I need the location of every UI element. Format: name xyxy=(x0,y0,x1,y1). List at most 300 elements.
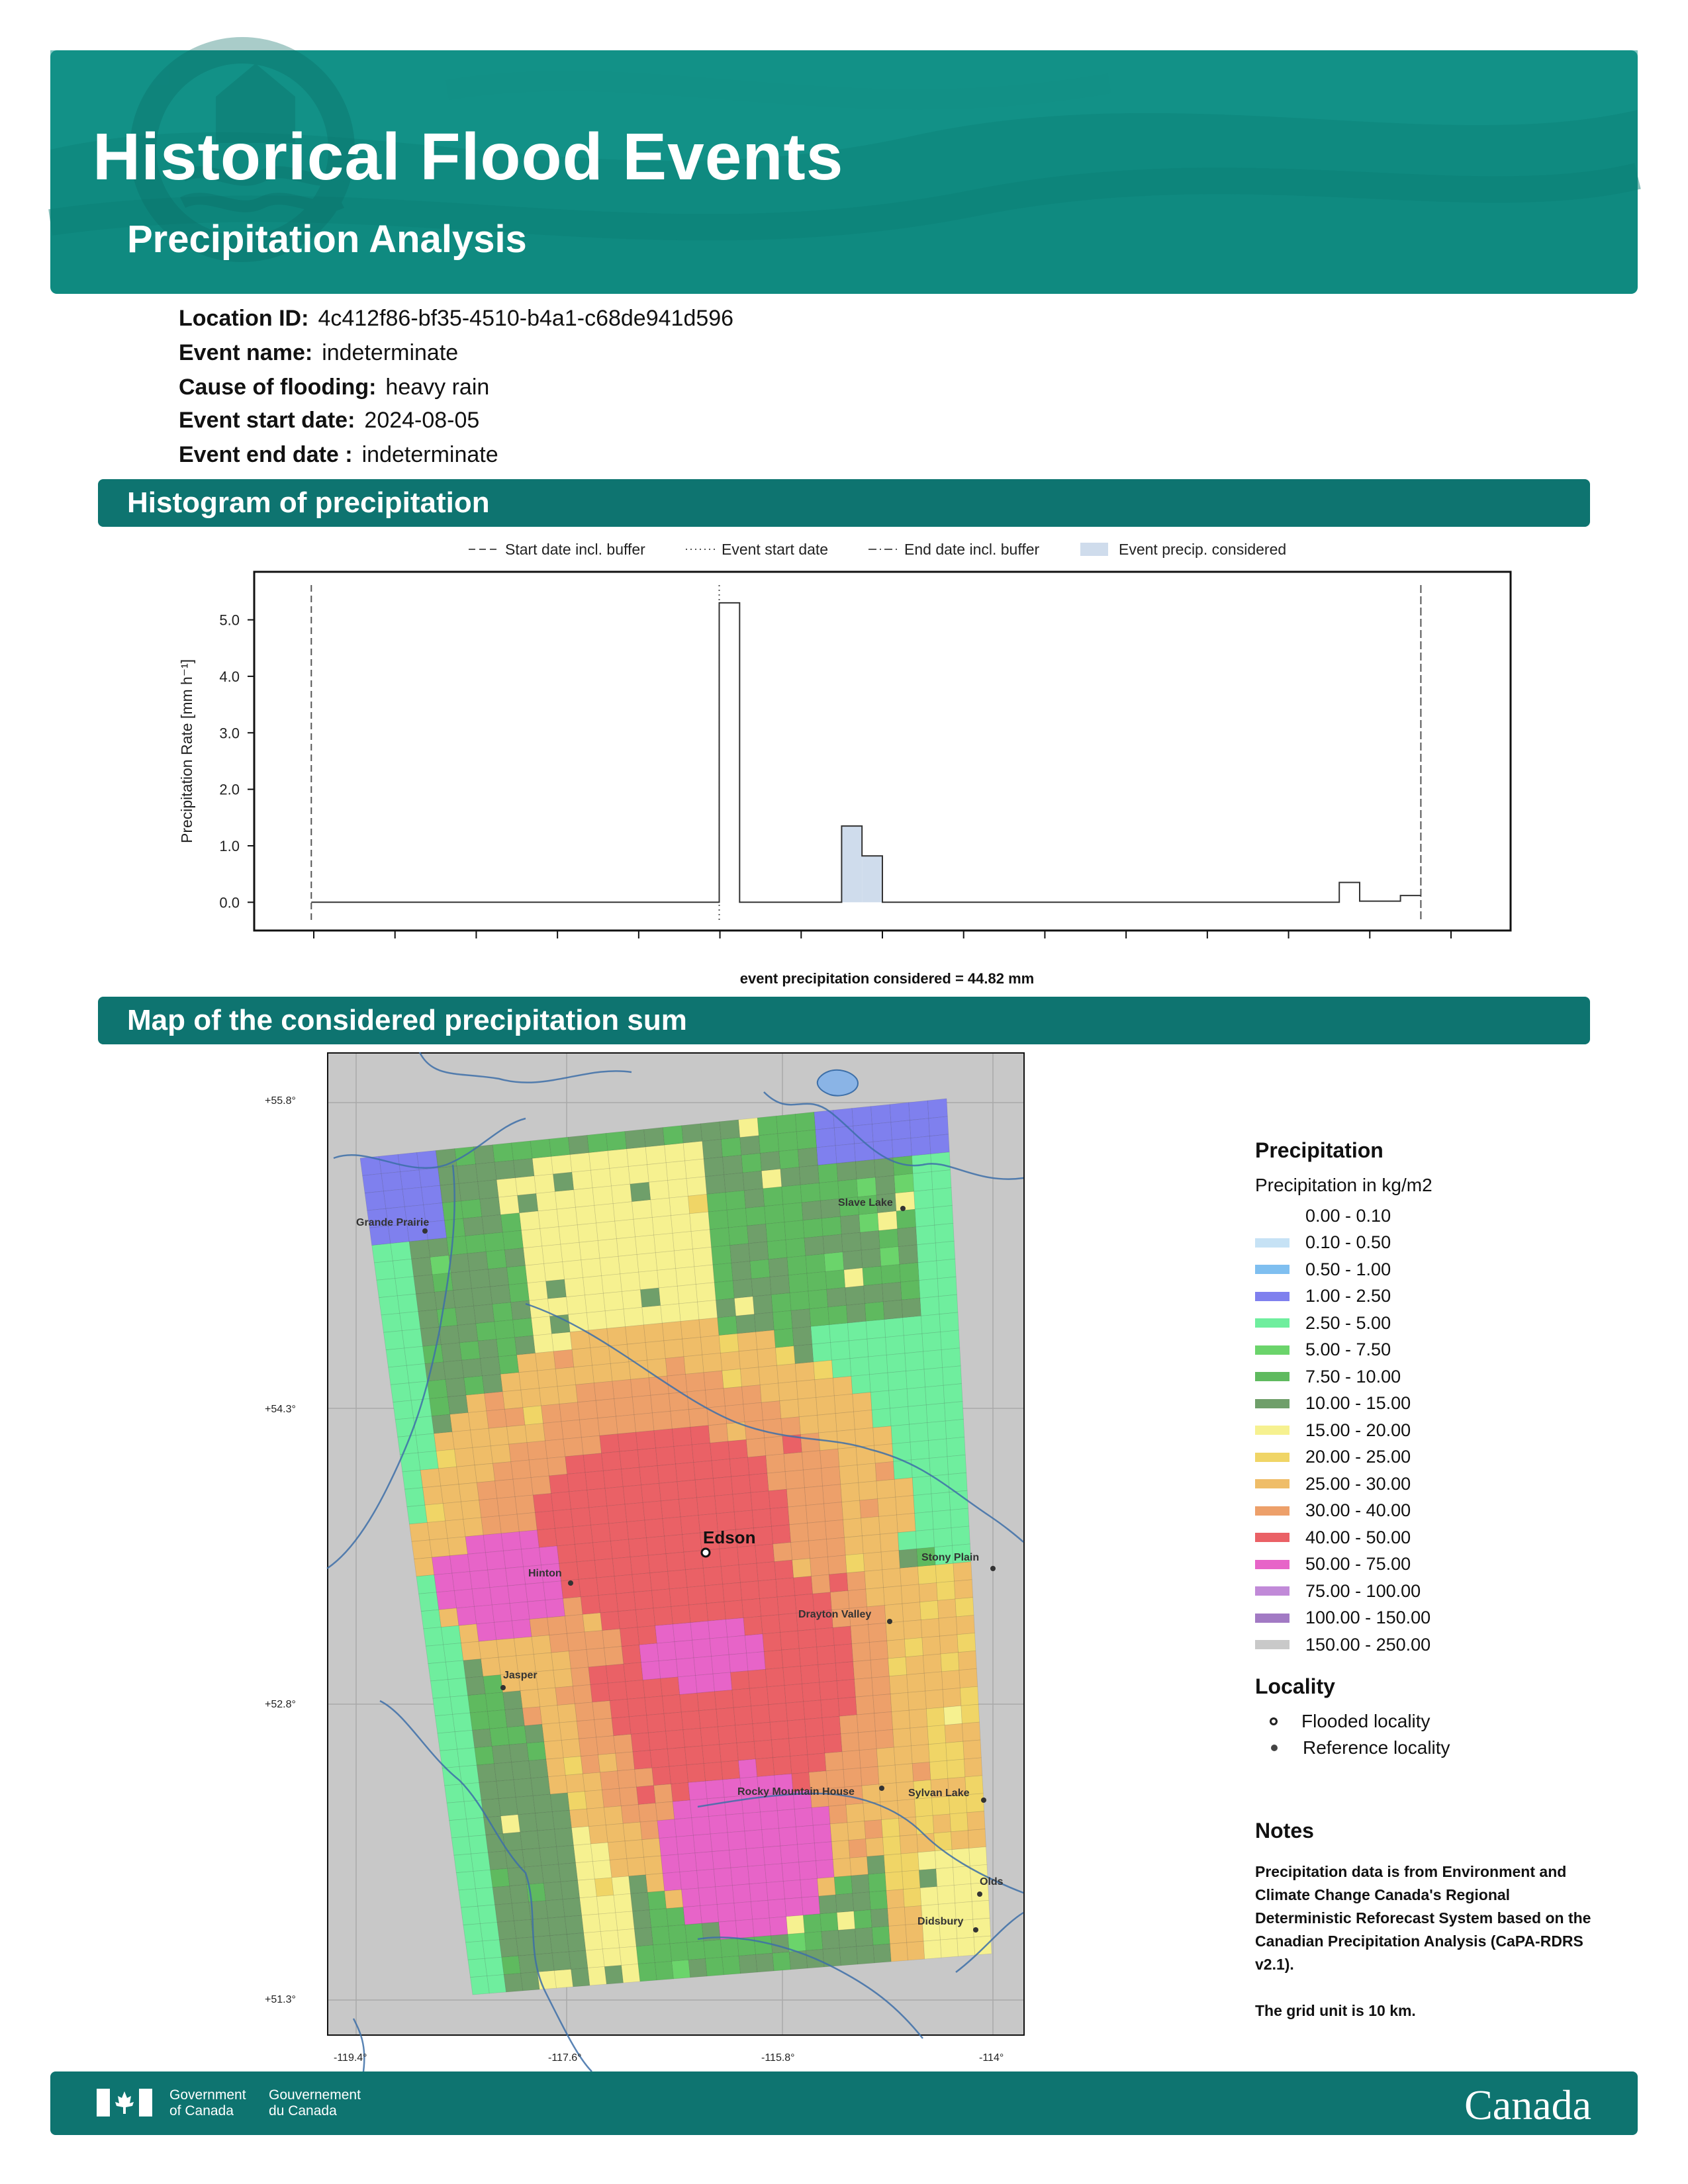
grid-cell xyxy=(716,1707,735,1727)
grid-cell xyxy=(477,1764,496,1783)
grid-cell xyxy=(736,1314,756,1334)
grid-cell xyxy=(869,1891,887,1910)
grid-cell xyxy=(598,1239,618,1258)
legend-considered-swatch xyxy=(1080,543,1108,556)
grid-cell xyxy=(509,1743,529,1762)
grid-cell xyxy=(860,1499,879,1518)
grid-cell xyxy=(902,1870,920,1889)
legend-class-label: 0.10 - 0.50 xyxy=(1305,1232,1391,1253)
grid-cell xyxy=(686,1764,706,1783)
grid-cell xyxy=(773,1756,792,1776)
grid-cell xyxy=(846,1803,865,1823)
grid-cell xyxy=(896,1209,916,1229)
grid-cell xyxy=(919,1869,937,1888)
legend-swatch xyxy=(1255,1372,1289,1381)
grid-cell xyxy=(488,1710,508,1729)
grid-cell xyxy=(580,1418,600,1437)
grid-cell xyxy=(471,1976,490,1995)
grid-cell xyxy=(920,1297,939,1316)
grid-cell xyxy=(688,1194,708,1214)
grid-cell xyxy=(771,1293,791,1312)
map-lon-labels xyxy=(334,2052,1004,2064)
grid-cell xyxy=(907,1387,926,1406)
grid-cell xyxy=(861,1516,880,1535)
chart-caption: event precipitation considered = 44.82 mm xyxy=(739,970,1035,987)
grid-cell xyxy=(459,1889,478,1907)
grid-cell xyxy=(680,1320,700,1339)
grid-cell xyxy=(778,1381,798,1400)
grid-cell xyxy=(821,1699,839,1718)
grid-cell xyxy=(586,1311,607,1330)
grid-cell xyxy=(777,1809,796,1829)
grid-cell xyxy=(596,1221,617,1240)
grid-cell xyxy=(492,1143,514,1162)
grid-cell xyxy=(794,1807,813,1827)
grid-cell xyxy=(559,1402,579,1422)
grid-cell xyxy=(631,1733,650,1752)
grid-cell xyxy=(667,1907,685,1927)
grid-cell xyxy=(733,1279,753,1298)
grid-cell xyxy=(767,1240,787,1259)
grid-cell xyxy=(888,1371,907,1391)
grid-cell xyxy=(867,1855,886,1874)
grid-cell xyxy=(542,1723,561,1742)
grid-cell xyxy=(691,1230,712,1249)
grid-cell xyxy=(743,1402,763,1422)
grid-cell xyxy=(833,1626,852,1645)
lake-icon xyxy=(818,1070,858,1096)
grid-cell xyxy=(612,1876,631,1895)
grid-cell xyxy=(436,1449,457,1469)
grid-cell xyxy=(441,1343,461,1362)
grid-cell xyxy=(502,1390,523,1409)
grid-cell xyxy=(372,1244,393,1263)
grid-cell xyxy=(693,1834,712,1853)
grid-cell xyxy=(514,1158,535,1177)
grid-cell xyxy=(622,1964,640,1983)
grid-cell xyxy=(747,1224,767,1244)
grid-cell xyxy=(953,1562,972,1581)
grid-cell xyxy=(725,1404,745,1424)
grid-cell xyxy=(816,1627,835,1647)
grid-cell xyxy=(670,1942,688,1962)
lat-label: +52.8° xyxy=(265,1699,296,1710)
grid-cell xyxy=(799,1647,818,1666)
grid-cell xyxy=(590,1683,610,1702)
info-end-date xyxy=(179,442,498,468)
grid-cell xyxy=(470,1570,490,1589)
grid-cell xyxy=(673,1623,692,1642)
grid-cell xyxy=(778,1613,798,1632)
grid-cell xyxy=(618,1929,636,1948)
flooded-marker-icon xyxy=(1270,1717,1278,1725)
grid-cell xyxy=(927,1099,947,1118)
grid-cell xyxy=(800,1183,820,1203)
grid-cell xyxy=(659,1286,679,1305)
grid-cell xyxy=(937,1599,956,1618)
grid-cell xyxy=(766,1222,786,1242)
grid-cell xyxy=(671,1605,690,1624)
place-label: Didsbury xyxy=(917,1916,964,1927)
grid-cell xyxy=(423,1486,444,1505)
grid-cell xyxy=(419,1168,440,1187)
grid-cell xyxy=(671,1214,692,1234)
grid-cell xyxy=(816,1860,835,1879)
grid-cell xyxy=(684,1551,703,1570)
grid-cell xyxy=(713,1263,733,1282)
grid-cell xyxy=(447,1236,467,1255)
grid-cell xyxy=(397,1294,418,1313)
grid-cell xyxy=(485,1392,505,1411)
grid-cell xyxy=(501,1815,520,1834)
grid-cell xyxy=(465,1234,486,1253)
grid-cell xyxy=(743,1171,763,1191)
grid-cell xyxy=(638,1803,657,1822)
legend-subtitle: Precipitation in kg/m2 xyxy=(1255,1175,1432,1195)
legend-class-row xyxy=(1255,1283,1599,1310)
grid-cell xyxy=(491,1285,511,1304)
grid-cell xyxy=(870,1909,888,1928)
grid-cell xyxy=(522,1848,541,1868)
grid-cell xyxy=(577,1561,596,1580)
grid-cell xyxy=(511,1460,531,1479)
grid-cell xyxy=(666,1730,685,1749)
grid-cell xyxy=(480,1197,500,1216)
grid-cell xyxy=(506,1567,526,1586)
grid-cell xyxy=(502,1956,521,1974)
y-tick-label: 4.0 xyxy=(219,668,240,685)
grid-cell xyxy=(894,1746,912,1765)
grid-cell xyxy=(607,1504,627,1524)
grid-cell xyxy=(695,1852,714,1871)
grid-cell xyxy=(424,1627,444,1647)
grid-cell xyxy=(697,1869,716,1888)
legend-class-label: 40.00 - 50.00 xyxy=(1305,1527,1411,1547)
grid-cell xyxy=(765,1205,784,1224)
grid-cell xyxy=(951,1508,969,1527)
grid-cell xyxy=(729,1457,749,1477)
grid-cell xyxy=(794,1576,813,1596)
grid-cell xyxy=(457,1324,478,1343)
grid-cell xyxy=(471,1852,491,1872)
grid-cell xyxy=(881,1265,901,1285)
grid-cell xyxy=(904,1638,923,1657)
grid-cell xyxy=(575,1543,595,1562)
grid-cell xyxy=(544,1262,565,1281)
grid-cell xyxy=(426,1645,445,1664)
grid-cell xyxy=(622,1467,641,1486)
grid-cell xyxy=(852,1643,870,1662)
grid-cell xyxy=(445,1661,465,1680)
grid-cell xyxy=(555,1190,575,1209)
info-label: Event name: xyxy=(179,340,313,365)
grid-cell xyxy=(768,1899,786,1918)
grid-cell xyxy=(664,1339,684,1358)
grid-cell xyxy=(647,1359,667,1378)
grid-cell xyxy=(457,1606,477,1625)
grid-cell xyxy=(554,1970,573,1988)
grid-cell xyxy=(553,1668,573,1688)
grid-cell xyxy=(581,1755,600,1774)
grid-cell xyxy=(683,1728,702,1747)
grid-cell xyxy=(688,1958,707,1978)
grid-cell xyxy=(665,1535,684,1554)
grid-cell xyxy=(591,1524,611,1543)
grid-cell xyxy=(567,1632,587,1651)
grid-cell xyxy=(585,1631,604,1650)
grid-cell xyxy=(707,1193,727,1212)
grid-cell xyxy=(904,1620,922,1639)
grid-cell xyxy=(848,1321,868,1341)
grid-cell xyxy=(476,1322,496,1341)
grid-cell xyxy=(878,1211,898,1231)
grid-cell xyxy=(369,1226,391,1246)
grid-cell xyxy=(585,1790,604,1809)
legend-swatch xyxy=(1255,1506,1289,1516)
grid-cell xyxy=(620,1787,639,1806)
grid-cell xyxy=(796,1825,814,1844)
grid-cell xyxy=(546,1279,567,1298)
grid-cell xyxy=(613,1202,633,1221)
lon-label: -119.4° xyxy=(334,2052,367,2064)
grid-cell xyxy=(633,1218,654,1237)
precip-grid xyxy=(360,1099,992,1995)
grid-cell xyxy=(951,1831,969,1850)
grid-cell xyxy=(900,1263,919,1283)
grid-cell xyxy=(774,1560,794,1579)
grid-cell xyxy=(861,1248,881,1268)
grid-cell xyxy=(632,1573,652,1592)
grid-cell xyxy=(571,1508,591,1527)
grid-cell xyxy=(798,1398,818,1417)
grid-cell xyxy=(939,1617,957,1636)
grid-cell xyxy=(825,1270,845,1290)
grid-cell xyxy=(835,1662,854,1681)
grid-cell xyxy=(534,1653,553,1672)
grid-cell xyxy=(592,1186,613,1205)
grid-cell xyxy=(695,1479,715,1498)
grid-cell xyxy=(585,1293,606,1312)
grid-cell xyxy=(915,1797,933,1817)
grid-cell xyxy=(766,1454,785,1473)
grid-cell xyxy=(857,1945,874,1964)
grid-cell xyxy=(917,1565,936,1584)
grid-cell xyxy=(726,1813,745,1833)
grid-cell xyxy=(661,1854,680,1874)
section-map-title: Map of the considered precipitation sum xyxy=(98,997,1590,1044)
grid-cell xyxy=(533,1794,552,1813)
grid-cell xyxy=(479,1781,499,1800)
grid-cell xyxy=(834,1126,854,1146)
grid-cell xyxy=(858,1731,876,1751)
grid-cell xyxy=(861,1766,879,1786)
grid-cell xyxy=(761,1401,781,1420)
grid-cell xyxy=(751,1277,771,1297)
grid-cell xyxy=(612,1717,631,1736)
grid-cell xyxy=(850,1357,869,1377)
grid-cell xyxy=(594,1878,614,1897)
grid-cell xyxy=(727,1635,747,1655)
grid-cell xyxy=(586,1648,606,1667)
grid-cell xyxy=(383,1331,404,1350)
grid-cell xyxy=(606,1664,626,1683)
grid-cell xyxy=(659,1837,678,1856)
grid-cell xyxy=(702,1745,722,1764)
grid-cell xyxy=(491,1868,510,1888)
grid-cell xyxy=(820,1449,839,1468)
grid-cell xyxy=(721,1138,741,1158)
grid-cell xyxy=(825,1520,845,1539)
grid-cell xyxy=(633,1910,651,1929)
grid-cell xyxy=(957,1615,975,1635)
grid-cell xyxy=(896,1496,915,1515)
grid-cell xyxy=(780,1399,800,1418)
grid-cell xyxy=(651,1394,671,1413)
grid-cell xyxy=(671,1410,690,1429)
grid-cell xyxy=(692,1443,712,1462)
grid-cell xyxy=(536,1192,557,1211)
grid-cell xyxy=(935,1241,955,1261)
grid-cell xyxy=(763,1187,783,1206)
grid-cell xyxy=(947,1455,966,1475)
grid-cell xyxy=(800,1878,819,1897)
grid-cell xyxy=(468,1553,488,1572)
grid-cell xyxy=(479,1640,498,1659)
grid-cell xyxy=(697,1496,717,1515)
grid-cell xyxy=(799,1861,818,1880)
grid-cell xyxy=(527,1441,547,1460)
grid-cell xyxy=(951,1526,970,1545)
grid-cell xyxy=(667,1747,686,1766)
grid-cell xyxy=(612,1379,632,1398)
grid-cell xyxy=(494,1160,516,1179)
grid-cell xyxy=(875,1175,895,1195)
grid-cell xyxy=(825,1752,843,1771)
info-value: indeterminate xyxy=(322,340,459,365)
grid-cell xyxy=(586,1949,604,1968)
grid-cell xyxy=(820,1199,840,1218)
grid-cell xyxy=(732,1688,751,1707)
grid-cell xyxy=(532,1157,553,1176)
grid-cell xyxy=(945,1723,963,1743)
grid-cell xyxy=(456,1872,475,1891)
page-subtitle: Precipitation Analysis xyxy=(127,218,527,261)
grid-cell xyxy=(365,1191,386,1210)
grid-cell xyxy=(841,1482,860,1502)
grid-cell xyxy=(651,1198,671,1217)
legend-swatch xyxy=(1255,1640,1289,1649)
grid-cell xyxy=(769,1703,788,1722)
grid-cell xyxy=(489,1427,509,1446)
grid-cell xyxy=(760,1597,779,1616)
grid-cell xyxy=(713,1672,732,1692)
grid-cell xyxy=(851,1375,870,1394)
grid-cell xyxy=(730,1244,750,1263)
grid-cell xyxy=(772,1525,791,1544)
grid-cell xyxy=(483,1675,503,1694)
grid-cell xyxy=(839,1465,859,1484)
grid-cell xyxy=(661,1304,680,1323)
grid-cell xyxy=(709,1815,727,1834)
grid-cell xyxy=(937,1581,955,1600)
grid-cell xyxy=(964,1758,982,1777)
legend-class-row xyxy=(1255,1605,1599,1632)
grid-cell xyxy=(796,1130,816,1150)
grid-cell xyxy=(496,1780,516,1799)
grid-cell xyxy=(859,1213,879,1233)
legend-class-row xyxy=(1255,1631,1599,1659)
grid-cell xyxy=(606,1131,627,1150)
grid-cell xyxy=(944,1706,962,1725)
grid-cell xyxy=(706,1388,726,1408)
grid-cell xyxy=(800,1433,820,1452)
grid-cell xyxy=(929,1457,949,1476)
grid-cell xyxy=(666,1161,686,1181)
grid-cell xyxy=(518,1193,538,1212)
grid-cell xyxy=(430,1538,450,1557)
grid-cell xyxy=(702,1140,723,1160)
grid-cell xyxy=(672,1427,692,1446)
grid-cell xyxy=(699,1709,718,1729)
grid-cell xyxy=(428,1238,449,1257)
grid-cell xyxy=(381,1172,402,1191)
grid-cell xyxy=(498,1355,519,1374)
grid-cell xyxy=(735,1919,754,1938)
y-tick-label: 5.0 xyxy=(219,612,240,629)
grid-cell xyxy=(688,1781,708,1800)
legend-class-label: 0.00 - 0.10 xyxy=(1305,1205,1391,1226)
grid-cell xyxy=(776,1114,797,1134)
grid-cell xyxy=(690,1621,710,1640)
grid-cell xyxy=(669,1196,690,1215)
grid-cell xyxy=(634,1927,653,1946)
grid-cell xyxy=(677,1480,697,1499)
grid-cell xyxy=(838,1929,856,1948)
grid-cell xyxy=(445,1378,466,1397)
grid-cell xyxy=(551,1492,571,1511)
locality-title: Locality xyxy=(1255,1674,1335,1698)
grid-cell xyxy=(500,1213,521,1232)
grid-cell xyxy=(694,1657,713,1676)
grid-cell xyxy=(878,1497,897,1516)
grid-cell xyxy=(723,1155,743,1175)
grid-cell xyxy=(879,1515,898,1534)
grid-cell xyxy=(894,1173,914,1193)
grid-cell xyxy=(484,1232,504,1251)
grid-cell xyxy=(853,1660,872,1679)
grid-cell xyxy=(379,1296,400,1315)
grid-cell xyxy=(763,1846,782,1865)
grid-cell xyxy=(784,1684,804,1703)
grid-cell xyxy=(393,1259,414,1278)
grid-cell xyxy=(894,1478,914,1497)
grid-cell xyxy=(779,1827,798,1846)
grid-cell xyxy=(572,1348,592,1367)
grid-cell xyxy=(696,1283,716,1302)
grid-cell xyxy=(536,1953,555,1972)
grid-cell xyxy=(872,1122,892,1142)
grid-cell xyxy=(444,1643,463,1662)
legend-class-label: 30.00 - 40.00 xyxy=(1305,1500,1411,1521)
grid-cell xyxy=(618,1610,637,1629)
grid-cell xyxy=(617,1237,637,1256)
grid-cell xyxy=(616,1752,635,1771)
grid-cell xyxy=(679,1302,699,1321)
grid-cell xyxy=(676,1267,696,1286)
grid-cell xyxy=(450,1554,470,1573)
grid-cell xyxy=(536,1812,555,1831)
grid-cell xyxy=(630,1555,650,1574)
